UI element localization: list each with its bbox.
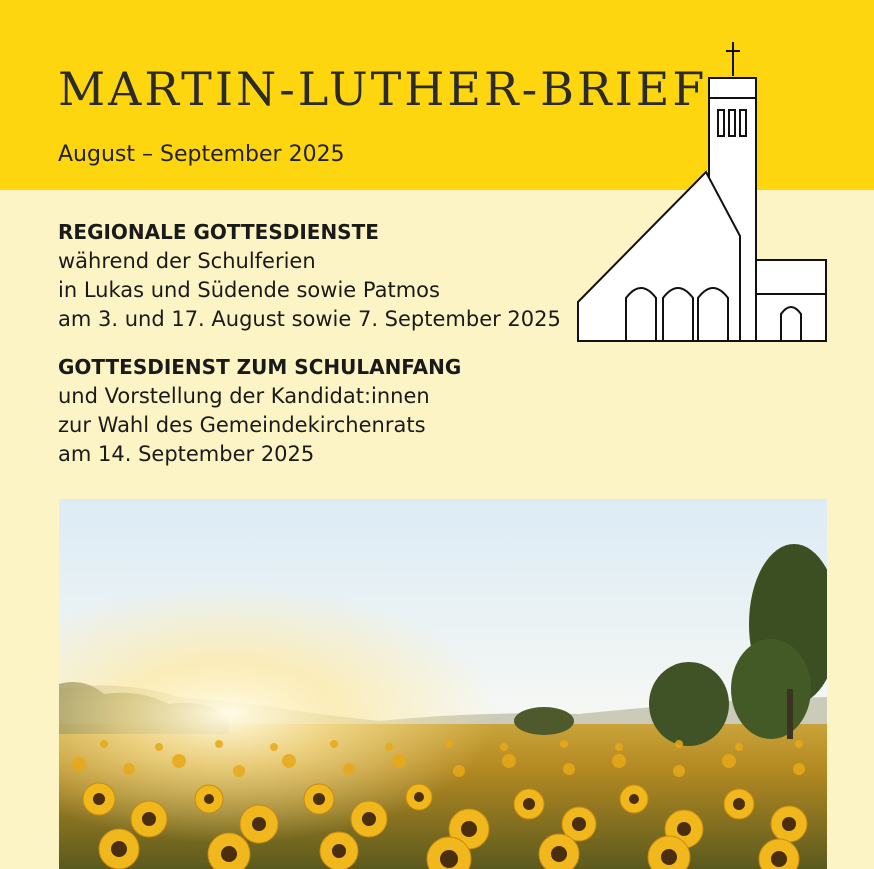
issue-date: August – September 2025: [58, 142, 345, 167]
notice-line: zur Wahl des Gemeindekirchenrats: [58, 413, 426, 437]
notice-line: in Lukas und Südende sowie Patmos: [58, 278, 440, 302]
notice-line: und Vorstellung der Kandidat:innen: [58, 384, 430, 408]
newsletter-title: MARTIN-LUTHER-BRIEF: [58, 62, 708, 116]
notice-line: am 14. September 2025: [58, 442, 315, 466]
notice-line: am 3. und 17. August sowie 7. September 2025: [58, 307, 561, 331]
notice-line: während der Schulferien: [58, 249, 316, 273]
notice-school-start-service: [58, 353, 461, 469]
notice-heading: REGIONALE GOTTESDIENSTE: [58, 220, 379, 244]
church-icon: [575, 40, 831, 350]
notice-heading: GOTTESDIENST ZUM SCHULANFANG: [58, 355, 462, 379]
notice-regional-services: [58, 218, 561, 334]
sunflower-field-image: [59, 499, 827, 869]
